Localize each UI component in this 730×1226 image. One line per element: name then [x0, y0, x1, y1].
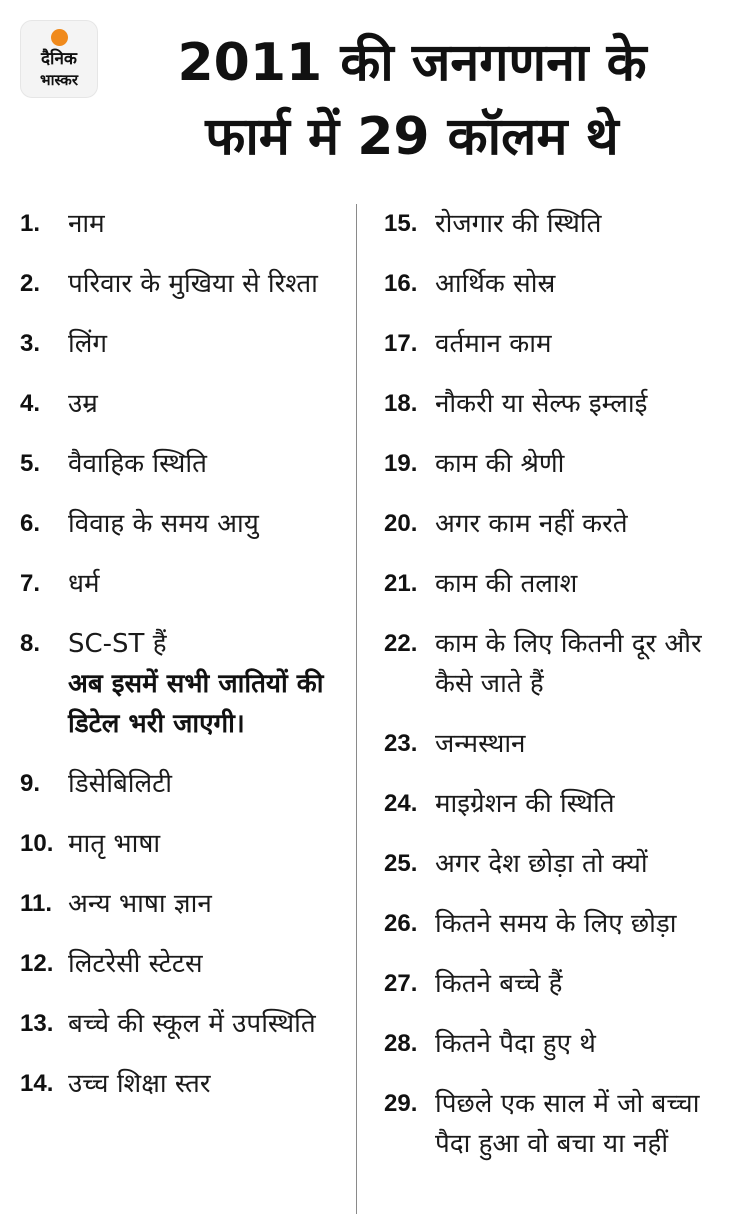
right-column-list — [384, 204, 724, 1184]
list-item — [20, 764, 344, 804]
dainik-bhaskar-logo — [20, 20, 98, 98]
caste-note: अब इसमें सभी जातियों की डिटेल भरी जाएगी। — [68, 669, 324, 739]
title-line-2: फार्म में 29 कॉलम थे — [205, 107, 619, 167]
list-item — [20, 1064, 344, 1104]
list-item — [384, 964, 724, 1004]
item-number: 15. — [384, 210, 418, 237]
item-text: बच्चे की स्कूल में उपस्थिति — [68, 1009, 316, 1039]
list-item — [20, 564, 344, 604]
item-number: 25. — [384, 850, 418, 877]
list-item — [384, 724, 724, 764]
item-number: 14. — [20, 1070, 54, 1097]
item-number: 13. — [20, 1010, 54, 1037]
list-item — [384, 1024, 724, 1064]
item-text: कितने समय के लिए छोड़ा — [435, 909, 677, 939]
list-item — [384, 384, 724, 424]
item-text: आर्थिक सोस्र — [435, 269, 556, 299]
item-number: 26. — [384, 910, 418, 937]
item-number: 1. — [20, 210, 41, 237]
list-item — [384, 784, 724, 824]
list-item — [20, 444, 344, 484]
list-item — [20, 504, 344, 544]
item-number: 19. — [384, 450, 418, 477]
list-item — [20, 1004, 344, 1044]
list-item — [384, 564, 724, 604]
item-number: 27. — [384, 970, 418, 997]
item-text: काम के लिए कितनी दूर और कैसे जाते हैं — [435, 629, 702, 699]
item-text-block — [68, 624, 344, 744]
list-item — [384, 844, 724, 884]
item-number: 10. — [20, 830, 54, 857]
item-number: 9. — [20, 770, 41, 797]
item-text: लिंग — [68, 329, 108, 359]
item-text: अन्य भाषा ज्ञान — [68, 889, 212, 919]
item-text: पिछले एक साल में जो बच्चा पैदा हुआ वो बचा या नहीं — [435, 1089, 700, 1159]
title-line-1: 2011 की जनगणना के — [177, 33, 647, 93]
item-number: 2. — [20, 270, 41, 297]
left-column-list — [20, 204, 344, 1124]
item-number: 12. — [20, 950, 54, 977]
item-text: धर्म — [68, 569, 100, 599]
item-number: 24. — [384, 790, 418, 817]
list-item — [20, 624, 344, 744]
list-item — [384, 324, 724, 364]
list-item — [20, 204, 344, 244]
item-number: 21. — [384, 570, 418, 597]
item-number: 3. — [20, 330, 41, 357]
item-text: कितने पैदा हुए थे — [435, 1029, 596, 1059]
page-title — [112, 26, 712, 174]
sun-icon — [51, 29, 68, 46]
item-text: अगर काम नहीं करते — [435, 509, 628, 539]
item-number: 20. — [384, 510, 418, 537]
item-text: अगर देश छोड़ा तो क्यों — [435, 849, 648, 879]
item-text: लिटरेसी स्टेटस — [68, 949, 203, 979]
item-number: 8. — [20, 630, 41, 657]
item-text: काम की तलाश — [435, 569, 578, 599]
item-text: कितने बच्चे हैं — [435, 969, 563, 999]
list-item — [384, 204, 724, 244]
list-item — [20, 384, 344, 424]
item-text: नाम — [68, 209, 105, 239]
item-text: जन्मस्थान — [435, 729, 526, 759]
list-item — [384, 504, 724, 544]
item-text: विवाह के समय आयु — [68, 509, 259, 539]
item-number: 28. — [384, 1030, 418, 1057]
logo-text-line2: भास्कर — [40, 71, 78, 89]
item-number: 16. — [384, 270, 418, 297]
item-text: SC-ST हैं — [68, 629, 167, 659]
column-divider — [356, 204, 357, 1214]
item-number: 4. — [20, 390, 41, 417]
list-item — [384, 444, 724, 484]
item-number: 29. — [384, 1090, 418, 1117]
item-number: 6. — [20, 510, 41, 537]
list-item — [20, 944, 344, 984]
item-text: माइग्रेशन की स्थिति — [435, 789, 615, 819]
item-text: उच्च शिक्षा स्तर — [68, 1069, 211, 1099]
list-item — [384, 904, 724, 944]
list-item — [20, 264, 344, 304]
logo-text-line1: दैनिक — [41, 49, 77, 69]
item-number: 23. — [384, 730, 418, 757]
list-item — [384, 624, 724, 704]
item-text: परिवार के मुखिया से रिश्ता — [68, 269, 318, 299]
item-text: रोजगार की स्थिति — [435, 209, 602, 239]
item-text: वर्तमान काम — [435, 329, 552, 359]
list-item — [384, 1084, 724, 1164]
item-text: काम की श्रेणी — [435, 449, 565, 479]
list-item — [20, 824, 344, 864]
list-item — [20, 324, 344, 364]
item-number: 11. — [20, 890, 53, 917]
item-text: वैवाहिक स्थिति — [68, 449, 207, 479]
item-number: 7. — [20, 570, 41, 597]
item-text: मातृ भाषा — [68, 829, 161, 859]
list-item — [20, 884, 344, 924]
list-item — [384, 264, 724, 304]
item-number: 22. — [384, 630, 418, 657]
item-number: 5. — [20, 450, 41, 477]
item-text: डिसेबिलिटी — [68, 769, 173, 799]
item-text: उम्र — [68, 389, 98, 419]
item-text: नौकरी या सेल्फ इम्लाई — [435, 389, 648, 419]
item-number: 18. — [384, 390, 418, 417]
item-number: 17. — [384, 330, 418, 357]
